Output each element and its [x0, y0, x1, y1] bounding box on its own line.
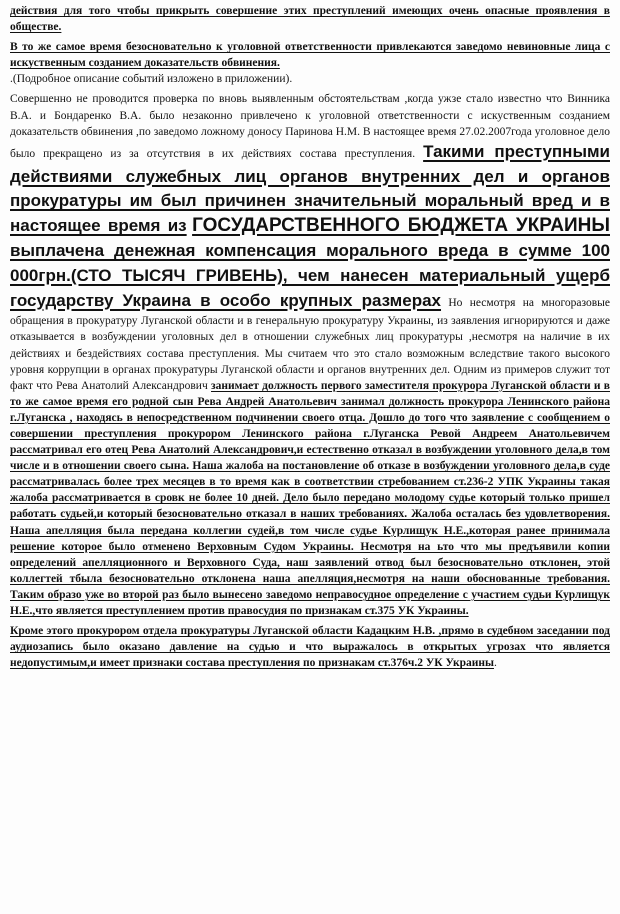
paragraph-2-text: В то же самое время безосновательно к уголовной ответственности привлекаются заведомо невиновные лица с искуственным созданием доказательств обвинения. — [10, 41, 610, 70]
paragraph-4-emphasis-caps: ГОСУДАРСТВЕННОГО БЮДЖЕТА УКРАИНЫ — [192, 215, 610, 237]
paragraph-1-text: действия для того чтобы прикрыть совершение этих преступлений имеющих очень опасные проявления в обществе. — [10, 5, 610, 34]
paragraph-4-emphasis: Такими преступными действиями служебных лиц органов внутренних дел и органов прокуратуры им был причинен значительный моральный вред и в настоящее время из — [10, 141, 610, 236]
paragraph-5 — [10, 623, 610, 671]
paragraph-4-emphasis-2: выплачена денежная компенсация морального вреда в сумме 100 000грн.(СТО ТЫСЯЧ ГРИВЕНЬ), чем нанесен материальный ущерб государству Украина в особо крупных размерах — [10, 240, 610, 310]
paragraph-4-intro: Совершенно не проводится проверка по вновь выявленным обстоятельствам ,когда ужзе стало известно что Винника В.А. и Бондаренко В.А. было незаконно привлечено к уголовной ответственности с искуственным созданием доказательств обвинения ,по заведомо ложному доносу Паринова Н.М. В настоящее время 27.02.2007года уголовное дело было прекращено из за отсутствия в их действиях состава преступления. — [10, 93, 610, 160]
paragraph-4-body: Но несмотря на многоразовые обращения в прокуратуру Луганской области и в генеральную прокуратуру Украины, из заявления игнорируются и даже отказывается в возбуждении уголовных дел в отношении служебных лиц прокуратуры ,несмотря на наличие в их действиях и бездействиях состава преступления. Мы считаем что это стало возможным вследствие такого высокого уровня коррупции в органах прокуратуры Луганской области и органов внутренних дел. Одним из примеров служит тот факт что Рева Анатолий Александрович — [10, 296, 611, 392]
paragraph-3-text: .(Подробное описание событий изложено в приложении). — [10, 73, 293, 86]
paragraph-1 — [10, 3, 610, 35]
paragraph-4 — [10, 91, 610, 619]
paragraph-4-bold-underlined: занимает должность первого заместителя прокурора Луганской области и в то же самое время его родной сын Рева Андрей Анатольевич занимал должность прокурора Ленинского района г.Луганска , находясь в непосредственном подчинении своего отца. Дошло до того что заявление с сообщением о совершении преступления прокурором Ленинского района г.Луганска Ревой Андреем Анатольевичем рассматривал его отец Рева Анатолий Александрович,и естественно отказал в возбуждении уголовного дела,в том числе и в отношении своего сына. Наша жалоба на постановление об отказе в возбуждении уголовного дела,в суде рассматривалась более трех месяцев в то время как в соответствии стребованием ст.236-2 УПК Украины такая жалоба рассматривается в сровк не более 10 дней. Дело было передано молодому судье который только пришел работать судьей,и который безосновательно отказал в наших требованиях. Жалоба осталась без удовлетворения. Наша апелляция была передана коллегии судей,в том числе судье Курлищук Н.Е.,которая ранее принимала решение которое было отменено Верховным Судом Украины. Несмотря на ьто что мы предъявили копии определений апелляционного и Верховного Суда, наш заявлений отвод был безосновательно отклонен, этой коллегтей тбыла безосновательно отклонена наша апелляция,несмотря на наши обоснованные требования. Таким образо уже во второй раз было вынесено заведомо неправосудное определение с участием судьи Курлищук Н.Е.,что является преступлением против правосудия по признакам ст.375 УК Украины. — [10, 379, 610, 618]
paragraph-3 — [10, 71, 610, 87]
paragraph-5-text: Кроме этого прокурором отдела прокуратуры Луганской области Кадацким Н.В. ,прямо в судебном заседании под аудиозапись было оказано давление на судью и что выражалось в открытых угрозах что является недопустимым,и имеет признаки состава преступления по признакам ст.376ч.2 УК Украины — [10, 625, 610, 670]
paragraph-5-end: . — [493, 657, 497, 670]
paragraph-2 — [10, 39, 610, 71]
